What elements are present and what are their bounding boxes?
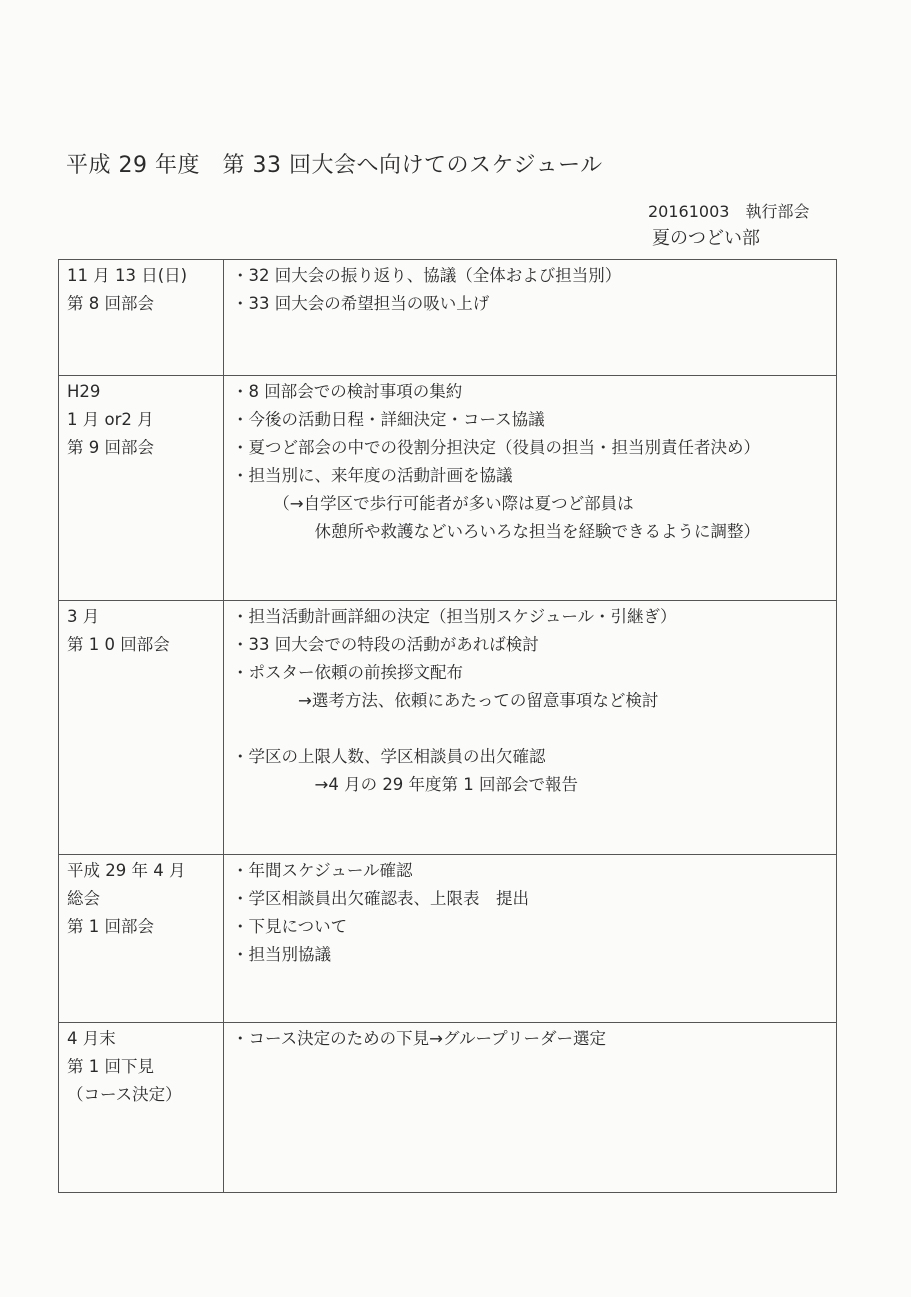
schedule-items-cell bbox=[224, 855, 837, 1023]
meeting-line: 総会 bbox=[67, 889, 100, 908]
schedule-item: ・担当活動計画詳細の決定（担当別スケジュール・引継ぎ） bbox=[232, 607, 677, 626]
schedule-date-cell bbox=[59, 1023, 224, 1193]
schedule-items-cell bbox=[224, 1023, 837, 1193]
date-line: 11 月 13 日(日) bbox=[67, 266, 188, 285]
schedule-row bbox=[59, 601, 837, 855]
schedule-item: ・下見について bbox=[232, 917, 348, 936]
meeting-line: 第 1 0 回部会 bbox=[67, 635, 170, 654]
schedule-item: ・33 回大会での特段の活動があれば検討 bbox=[232, 635, 539, 654]
schedule-item-note: 休憩所や救護などいろいろな担当を経験できるように調整） bbox=[232, 522, 760, 541]
schedule-items-cell bbox=[224, 260, 837, 376]
date-department-line: 20161003 執行部会 bbox=[648, 202, 810, 221]
schedule-date-cell bbox=[59, 601, 224, 855]
schedule-date-cell bbox=[59, 260, 224, 376]
schedule-table bbox=[58, 259, 837, 1193]
schedule-date-cell bbox=[59, 376, 224, 601]
spacer bbox=[232, 715, 830, 743]
schedule-item: ・今後の活動日程・詳細決定・コース協議 bbox=[232, 410, 545, 429]
schedule-date-cell bbox=[59, 855, 224, 1023]
schedule-row bbox=[59, 376, 837, 601]
schedule-items-cell bbox=[224, 376, 837, 601]
meeting-line: 第 1 回下見 bbox=[67, 1057, 154, 1076]
page-title: 平成 29 年度 第 33 回大会へ向けてのスケジュール bbox=[66, 153, 603, 178]
meeting-line: 第 8 回部会 bbox=[67, 294, 154, 313]
schedule-item-note: →選考方法、依頼にあたっての留意事項など検討 bbox=[232, 691, 659, 710]
schedule-item: ・33 回大会の希望担当の吸い上げ bbox=[232, 294, 490, 313]
schedule-item: ・夏つど部会の中での役割分担決定（役員の担当・担当別責任者決め） bbox=[232, 438, 760, 457]
date-line: 3 月 bbox=[67, 607, 100, 626]
schedule-row bbox=[59, 1023, 837, 1193]
schedule-item: ・コース決定のための下見→グループリーダー選定 bbox=[232, 1029, 607, 1048]
schedule-item: ・担当別協議 bbox=[232, 945, 331, 964]
schedule-item: ・ポスター依頼の前挨拶文配布 bbox=[232, 663, 463, 682]
schedule-row bbox=[59, 260, 837, 376]
date-line: 4 月末 bbox=[67, 1029, 116, 1048]
schedule-item: ・学区の上限人数、学区相談員の出欠確認 bbox=[232, 747, 546, 766]
section-name: 夏のつどい部 bbox=[652, 228, 760, 249]
schedule-item: ・年間スケジュール確認 bbox=[232, 861, 413, 880]
schedule-row bbox=[59, 855, 837, 1023]
meeting-line: 第 1 回部会 bbox=[67, 917, 154, 936]
date-line: H29 bbox=[67, 382, 101, 401]
schedule-item: ・担当別に、来年度の活動計画を協議 bbox=[232, 466, 513, 485]
schedule-items-cell bbox=[224, 601, 837, 855]
date-line: 平成 29 年 4 月 bbox=[67, 861, 186, 880]
schedule-item: ・学区相談員出欠確認表、上限表 提出 bbox=[232, 889, 529, 908]
date-line: 1 月 or2 月 bbox=[67, 410, 154, 429]
document-meta bbox=[648, 198, 809, 252]
meeting-line: 第 9 回部会 bbox=[67, 438, 154, 457]
meeting-line: （コース決定） bbox=[67, 1085, 182, 1104]
schedule-item: ・32 回大会の振り返り、協議（全体および担当別） bbox=[232, 266, 622, 285]
schedule-item-note: （→自学区で歩行可能者が多い際は夏つど部員は bbox=[232, 494, 634, 513]
schedule-item: ・8 回部会での検討事項の集約 bbox=[232, 382, 463, 401]
schedule-item-note: →4 月の 29 年度第 1 回部会で報告 bbox=[232, 775, 579, 794]
